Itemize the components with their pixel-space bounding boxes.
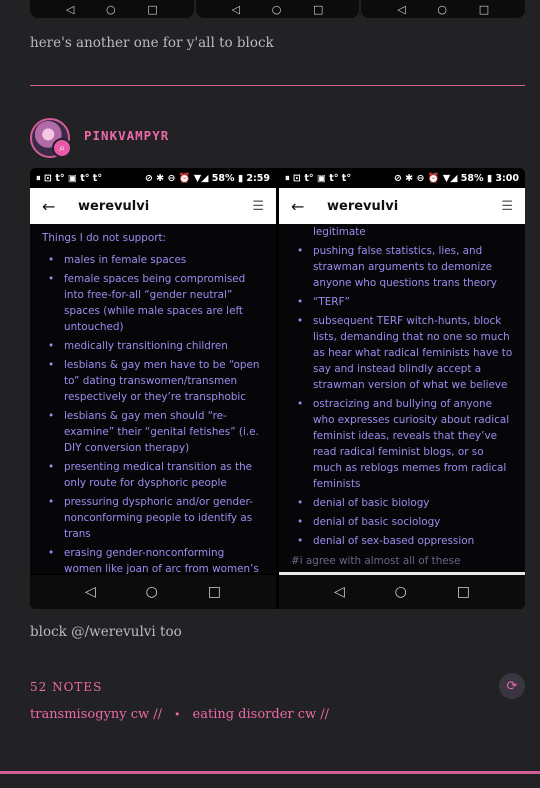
previous-screenshot-nav-bars [30, 0, 525, 18]
back-icon: ◁ [397, 2, 406, 16]
post-tags [30, 707, 329, 722]
status-bar [279, 168, 525, 188]
recents-icon: □ [147, 2, 158, 16]
back-icon: ◁ [333, 584, 345, 600]
list-item: • medically transitioning children [42, 338, 264, 354]
notes-count[interactable]: 52 NOTES [30, 680, 103, 694]
nav-bar-panel [361, 0, 525, 18]
list-item: • subsequent TERF witch-hunts, block lists, demanding that no one so much as hear what radical feminists have to say and instead blindly accept a strawman version of what we believe [291, 313, 513, 393]
list-item: • denial of basic sociology [291, 514, 513, 530]
status-notification-icons: ⏸ ⊡ t° ▣ t° t° [36, 172, 103, 184]
list-item: • lesbians & gay men should “re-examine” their “genital fetishes” (i.e. DIY conversion therapy) [42, 408, 264, 456]
bullet-list [42, 252, 264, 574]
post-body [30, 224, 276, 574]
list-item: • ostracizing and bullying of anyone who expresses curiosity about radical feminist ideas, reveals that they’ve read radical feminist blogs, or so much as reblogs memes from radical feminists [291, 396, 513, 492]
status-notification-icons: ⏸ ⊡ t° ▣ t° t° [285, 172, 352, 184]
post-body [279, 224, 525, 574]
phone-screenshot-right [279, 168, 525, 609]
recents-icon: □ [478, 2, 490, 16]
nav-bar-panel [30, 0, 194, 18]
home-icon: ○ [145, 584, 158, 600]
blog-name: werevulvi [78, 198, 150, 214]
list-item-continued: legitimate [313, 226, 366, 238]
home-icon: ○ [271, 2, 282, 16]
post-divider [0, 771, 540, 774]
list-item: • “TERF” [291, 294, 513, 310]
app-bar [279, 188, 525, 224]
search-icon[interactable]: ⌕ [52, 138, 72, 158]
screenshot-image [30, 168, 525, 609]
system-nav-bar [279, 575, 525, 609]
list-item: • pushing false statistics, lies, and strawman arguments to demonize anyone who questions trans theory [291, 243, 513, 291]
home-icon: ○ [437, 2, 447, 16]
back-arrow-icon: ← [291, 196, 305, 216]
list-item: • males in female spaces [42, 252, 264, 268]
app-bar [30, 188, 276, 224]
recents-icon: □ [456, 584, 471, 600]
post-tag: #i agree with almost all of these [291, 555, 461, 567]
list-item: • lesbians & gay men have to be “open to” dating transwomen/transmen respectively or they’re transphobic [42, 357, 264, 405]
phone-screenshot-left [30, 168, 276, 609]
status-system-icons: ⊘ ✱ ⊖ ⏰ ▼◢ 58% ▮ 2:59 [144, 172, 270, 184]
list-item: • erasing gender-nonconforming women like joan of arc from women’s [42, 545, 264, 574]
list-item: • presenting medical transition as the only route for dysphoric people [42, 459, 264, 491]
status-bar [30, 168, 276, 188]
post-author[interactable]: PINKVAMPYR [84, 128, 170, 143]
post-divider [30, 85, 525, 86]
post-caption: here's another one for y'all to block [30, 35, 274, 51]
nav-bar-panel [196, 0, 360, 18]
reblog-icon[interactable]: ⟳ [499, 673, 525, 699]
tag-link[interactable]: transmisogyny cw // [30, 707, 163, 722]
list-item: • female spaces being compromised into free-for-all “gender neutral” spaces (while male spaces are left untouched) [42, 271, 264, 335]
list-item: • pressuring dysphoric and/or gender-nonconforming people to identify as trans [42, 494, 264, 542]
back-icon: ◁ [231, 2, 240, 16]
blog-name: werevulvi [327, 198, 399, 214]
bullet-list [291, 224, 513, 549]
post-caption: block @/werevulvi too [30, 624, 182, 640]
list-item: • denial of sex-based oppression [291, 533, 513, 549]
back-icon: ◁ [65, 2, 75, 16]
home-icon: ○ [394, 584, 407, 600]
status-system-icons: ⊘ ✱ ⊖ ⏰ ▼◢ 58% ▮ 3:00 [393, 172, 519, 184]
recents-icon: □ [313, 2, 324, 16]
list-heading: Things I do not support: [42, 232, 167, 244]
recents-icon: □ [207, 584, 222, 600]
tag-separator: • [174, 708, 181, 721]
back-arrow-icon: ← [42, 196, 56, 216]
settings-sliders-icon: ☰ [252, 198, 264, 214]
home-icon: ○ [106, 2, 116, 16]
back-icon: ◁ [84, 584, 96, 600]
system-nav-bar [30, 575, 276, 609]
settings-sliders-icon: ☰ [501, 198, 513, 214]
list-item: • denial of basic biology [291, 495, 513, 511]
tag-link[interactable]: eating disorder cw // [192, 707, 330, 722]
